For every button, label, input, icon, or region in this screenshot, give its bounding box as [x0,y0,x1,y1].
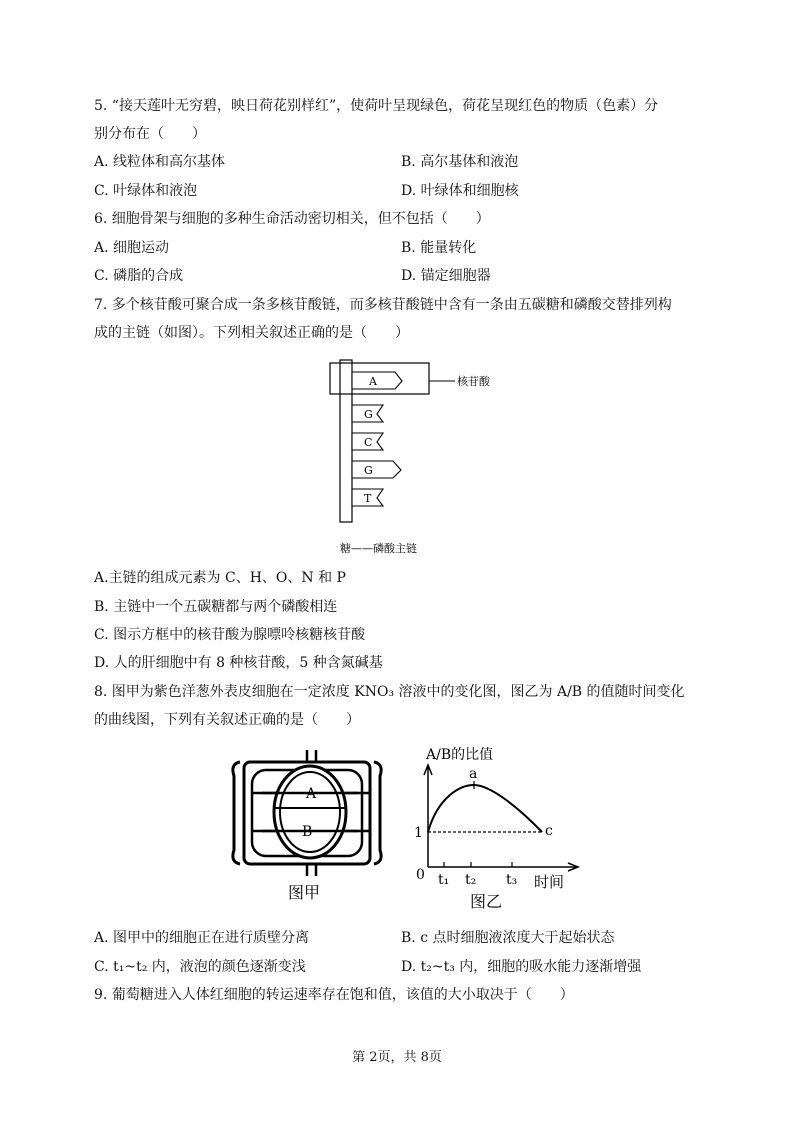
q5-option-b: B. 高尔基体和液泡 [401,154,519,170]
ratio-curve [428,785,542,832]
region-a-label: A [306,786,317,802]
q8-option-d: D. t₂~t₃ 内，细胞的吸水能力逐渐增强 [401,959,642,975]
base-g2-label: G [364,464,373,477]
q6-option-c: C. 磷脂的合成 [94,268,184,284]
q7-stem-line2: 成的主链（如图）。下列相关叙述正确的是（ ） [94,325,409,341]
t3-label: t₃ [506,872,518,888]
t2-label: t₂ [465,872,477,888]
q6-option-b: B. 能量转化 [401,240,477,256]
q7-option-d: D. 人的肝细胞中有 8 种核苷酸，5 种含氮碱基 [94,655,383,671]
origin-label: 0 [416,867,425,883]
base-t-label: T [364,492,372,505]
nucleotide-label: 核苷酸 [457,375,490,388]
q7-option-a: A.主链的组成元素为 C、H、O、N 和 P [94,570,346,586]
y-tick-1: 1 [414,825,423,841]
t1-label: t₁ [438,872,450,888]
base-g2-shape [352,461,401,478]
q5-stem-line1: 5. “接天莲叶无穷碧，映日荷花别样红”，使荷叶呈现绿色，荷花呈现红色的物质（色素）分 [94,98,659,114]
fig-yi-ylabel: A/B的比值 [426,747,494,763]
q8-stem-line1: 8. 图甲为紫色洋葱外表皮细胞在一定浓度 KNO₃ 溶液中的变化图，图乙为 A/B 的值随时间变化 [94,684,685,700]
q7-option-c: C. 图示方框中的核苷酸为腺嘌呤核糖核苷酸 [94,627,366,643]
q5-option-d: D. 叶绿体和细胞核 [401,183,519,199]
q6-stem: 6. 细胞骨架与细胞的多种生命活动密切相关，但不包括（ ） [94,211,490,227]
region-b-label: B [302,824,313,840]
q8-option-b: B. c 点时细胞液浓度大于起始状态 [401,930,615,946]
base-a-label: A [369,375,377,388]
nucleotide-chain-figure [325,355,490,560]
base-a-shape [352,372,402,389]
ratio-curve-figure [408,745,598,915]
q5-option-c: C. 叶绿体和液泡 [94,183,198,199]
sugar-phosphate-backbone [340,360,352,522]
point-a-label: a [469,766,478,782]
q8-option-a: A. 图甲中的细胞正在进行质壁分离 [94,930,310,946]
plasmolysis-cell-figure [222,750,392,910]
point-c-label: c [545,823,553,839]
q7-stem-line1: 7. 多个核苷酸可聚合成一条多核苷酸链，而多核苷酸链中含有一条由五碳糖和磷酸交替排列构 [94,297,672,313]
fig-yi-xlabel: 时间 [534,873,565,891]
fig-yi-caption: 图乙 [470,892,503,911]
backbone-label: 糖——磷酸主链 [340,542,417,555]
q8-stem-line2: 的曲线图，下列有关叙述正确的是（ ） [94,712,360,728]
fig-jia-caption: 图甲 [288,883,321,902]
base-g-label: G [364,408,373,421]
q8-option-c: C. t₁~t₂ 内，液泡的颜色逐渐变浅 [94,959,306,975]
q7-option-b: B. 主链中一个五碳糖都与两个磷酸相连 [94,599,338,615]
q5-stem-line2: 别分布在（ ） [94,126,206,142]
q5-option-a: A. 线粒体和高尔基体 [94,154,226,170]
base-c-label: C [364,436,373,449]
q9-stem: 9. 葡萄糖进入人体红细胞的转运速率存在饱和值，该值的大小取决于（ ） [94,987,574,1003]
q6-option-d: D. 锚定细胞器 [401,268,491,284]
q6-option-a: A. 细胞运动 [94,240,170,256]
page-footer: 第 2页，共 8页 [352,1050,442,1065]
